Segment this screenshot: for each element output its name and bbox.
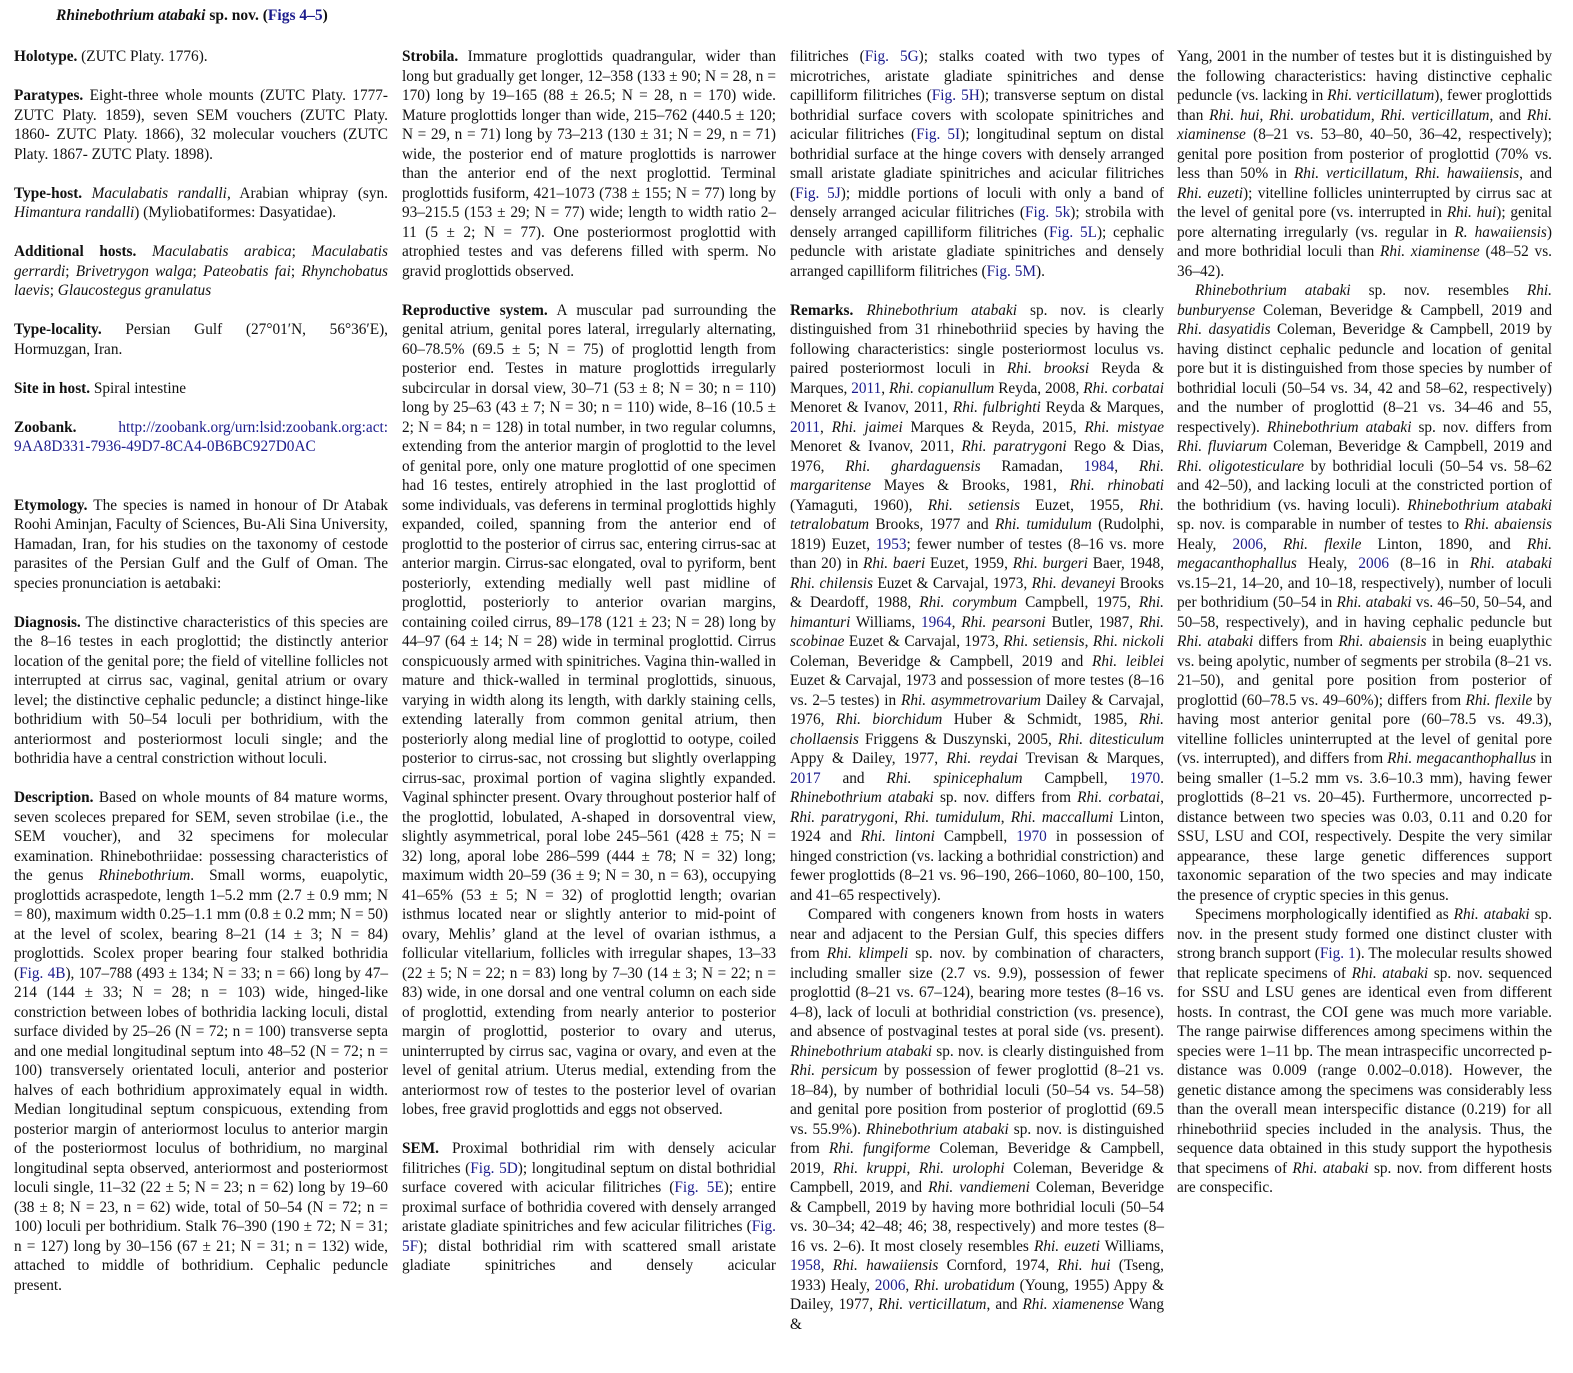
text-run: The distinctive characteristics of this species are the 8–16 testes in each proglottid; the distinctly anterior location of the genital pore; the field of vitelline follicles not interrupted at cirrus sac, vaginal, genital atrium or ovary level; the distinctive cephalic peduncle; a distinct hinge-like bothridium with 50–54 loculi per bothridium, with the anteriormost and posteriormost loculi single; and the bothridia have a central constriction without loculi. [14,613,388,767]
reference-link[interactable]: 2017 [790,769,821,787]
reference-link[interactable]: 2006 [1232,535,1264,553]
paragraph-text [402,48,776,280]
italic-taxon-name: Rhinebothrium atabaki [56,7,206,24]
paragraph-text [14,789,388,1294]
reference-link[interactable]: Fig. 5H [931,87,980,104]
reference-link[interactable]: Fig. 5E [674,1179,724,1196]
text-run: , [1259,106,1270,124]
italic-taxon-name: Rhi. corbatai [1083,379,1164,397]
italic-taxon-name: Rhi. kruppi [832,1159,907,1177]
zoobank-heading: Zoobank. [14,418,77,436]
italic-taxon-name: Rhi. xiaminense [1177,106,1552,143]
italic-taxon-name: Rhi. tetralobatum [790,496,1164,533]
text-run: Compared with congeners known from hosts in waters near and adjacent to the Persian Gulf, this species differs from [790,906,1164,962]
text-run: ) (Myliobatiformes: Dasyatidae). [134,204,337,221]
text-run: , [894,808,905,826]
italic-taxon-name: Rhi. urolophi [918,1159,1005,1177]
text-run: (ZUTC Platy. 1776). [81,48,208,65]
italic-taxon-name: Rhi. scobinae [790,613,1165,650]
italic-taxon-name: Rhi. pearsoni [961,613,1046,631]
text-run: Coleman, Beveridge & Campbell, 2019 and [1267,438,1552,455]
italic-taxon-name: Rhi. nickoli [1092,633,1164,650]
italic-taxon-name: Rhi. baeri [863,555,926,572]
resemblance-paragraph [1177,281,1552,905]
italic-taxon-name: Rhinebothrium atabaki [1407,496,1553,514]
reproductive-system-paragraph [402,301,776,1120]
text-run: Baer, 1948, [1087,555,1165,572]
paragraph-text [790,302,1164,904]
italic-taxon-name: Rhi. oligotesticulare [1177,457,1305,475]
paratypes-heading: Paratypes. [14,87,84,104]
italic-taxon-name: Rhi. ghardaguensis [845,457,981,475]
text-run: Linton, 1924 and [790,808,1164,845]
etymology-heading: Etymology. [14,496,88,514]
text-run: , [1084,633,1093,650]
text-run: , [820,1257,833,1274]
text-run: ; [290,262,302,280]
text-run: , [906,1159,919,1177]
text-run: (Rudolphi, 1819) Euzet, [790,516,1165,553]
text-run: . [1160,769,1164,787]
text-run: Mayes & Brooks, 1981, [871,477,1070,494]
type-host-heading: Type-host. [14,184,83,202]
text-run: ) [322,7,328,24]
italic-taxon-name: Rhi. spinicephalum [886,769,1023,787]
text-run: Huber & Schmidt, 1985, [942,711,1139,728]
text-run: ); genital pore alternating irregularly (vs. regular in [1177,204,1552,241]
reference-link[interactable]: 1984 [1083,457,1115,475]
italic-taxon-name: Rhi. hawaiiensis [832,1257,939,1274]
text-run: , [1263,535,1283,553]
italic-taxon-name: Rhi. biorchidum [835,711,943,728]
text-run: Spiral intestine [93,379,187,397]
italic-taxon-name: Rhi. devaneyi [1031,574,1116,592]
text-run: Coleman, Beveridge & Campbell, 2019 and [1255,301,1552,319]
sem-paragraph-continued [790,47,1164,281]
text-run: Euzet, 1955, [1020,496,1139,514]
text-run: sp. nov. resembles [1350,282,1527,299]
type-host-paragraph [14,184,388,223]
text-run: Coleman, Beveridge & Campbell, 2019 by having more bothridial loculi (50–54 vs. 30–34; 42–48; 46; 38, respectively) and more testes (8–16 vs. 2–6). It most closely resembles [790,1179,1165,1255]
column-4 [1177,47,1552,1198]
italic-taxon-name: Rhi. dasyatidis [1177,321,1271,338]
text-run: , [820,418,832,436]
italic-taxon-name: Rhinebothrium atabaki [1195,282,1351,299]
italic-taxon-name: Rhi. chilensis [790,574,873,592]
text-run: ), 107–788 (493 ± 134; N = 33; n = 66) long by 47–214 (144 ± 33; N = 28; n = 103) wide, hinged-like constriction between lobes of bothridia lacking loculi, distal surface divided by 25–26 (N = 72; n = 100) transverse septa and one medial longitudinal septum into 48–52 (N = 72; n = 100) transversely orientated loculi, anterior and posterior halves of each bothridium approximately equal in width. Median longitudinal septum conspicuous, extending from posterior margin of anteriormost loculus to anterior margin of the posteriormost loculus of bothridium, no marginal longitudinal septa observed, anteriormost and posteriormost loculi single, 11–32 (22 ± 5; N = 23; n = 62) long by 19–60 (38 ± 8; N = 23, n = 62) wide, total of 50–54 (N = 72; n = 100) loculi per bothridium. Stalk 76–390 (190 ± 72; N = 31; n = 127) long by 30–156 (67 ± 21; N = 31; n = 132) wide, attached to middle of bothridium. Cephalic peduncle present. [14,964,388,1294]
text-run: Coleman, Beveridge & Campbell, 2019, and [790,1159,1164,1196]
italic-taxon-name: Rhi. setiensis [1003,633,1085,650]
zoobank-paragraph [14,418,388,457]
text-run: ); strobila with densely arranged capilliform filitriches ( [790,204,1164,241]
italic-taxon-name: Himantura randalli [14,204,135,221]
text-run: , [1404,165,1415,182]
text-run: by possession of fewer proglottid (8–21 vs. 18–84), by number of bothridial loculi (50–54 vs. 54–58) and genital pore position from posterior of proglottid (69.5 vs. 55.9%). [790,1062,1164,1138]
paragraph-text [1177,48,1552,280]
italic-taxon-name: Maculabatis randalli [91,184,227,202]
italic-taxon-name: Rhi. brooksi [1006,360,1090,377]
italic-taxon-name: Rhi. atabaki [1177,633,1254,650]
italic-taxon-name: Rhi. maccallumi [1010,808,1114,826]
text-run: Euzet & Carvajal, 1973 and possession of more testes (8–16 vs. 2–5 testes) in [790,672,1164,709]
text-run: , [881,379,889,397]
holotype-heading: Holotype. [14,48,78,65]
italic-taxon-name: Rhi. paratrygoni [961,438,1067,455]
reference-link[interactable]: 2006 [874,1276,906,1294]
strobila-paragraph [402,47,776,281]
text-run: Dailey & Carvajal, 1976, [790,691,1164,728]
italic-taxon-name: Glaucostegus granulatus [57,282,212,299]
reference-link[interactable]: Fig. 5M [986,262,1036,280]
reference-link[interactable]: Fig. 5J [795,184,841,202]
text-run: Reyda & Marques, [790,360,1164,397]
reference-link[interactable]: 1970 [1129,769,1161,787]
text-run: Williams, [850,613,921,631]
text-run: Appy & Dailey, 1977, [790,750,947,767]
text-run: ); middle portions of loculi with only a band of densely arranged acicular filitriches ( [790,184,1165,221]
text-run: Friggens & Duszynski, 2005, [858,730,1058,748]
text-run: Based on whole mounts of 84 mature worms, seven scoleces prepared for SEM, seven strobilae (i.e., the SEM voucher), and 32 specimens for molecular examination. Rhinebothriidae: possessing characteristics of the genus [14,789,388,884]
italic-taxon-name: Rhinebothrium atabaki [866,301,1017,319]
text-run: sp. nov. is clearly distinguished from [931,1042,1165,1060]
reference-link[interactable]: 1953 [875,535,907,553]
text-run: Euzet & Carvajal, 1973, [844,633,1004,650]
text-run: The species is named in honour of Dr Atabak Roohi Aminjan, Faculty of Sciences, Bu-Ali Sina University, Hamadan, Iran, for his studies on the taxonomy of cestode parasites of the Persian Gulf and the Gulf of Oman. The species pronunciation is aetɑbaki: [14,496,388,592]
text-run: sp. nov. ( [205,7,268,24]
italic-taxon-name: Rhi. reydai [946,750,1018,767]
text-run: Campbell, [934,828,1017,845]
text-run: , [1160,789,1164,806]
text-run: in being euaplythic vs. being apolytic, number of segments per strobila (8–21 vs. 21–50), and genital pore position from posterior of proglottid (60–78.5 vs. 49–60%); differs from [1177,633,1552,709]
italic-taxon-name: Rhi. tumidulum [995,516,1092,533]
type-locality-heading: Type-locality. [14,321,102,338]
reference-link[interactable]: 2011 [790,418,821,436]
italic-taxon-name: Rhinebothrium atabaki [790,789,934,806]
column-1 [14,47,388,1295]
reference-link[interactable]: Fig. 5D [470,1159,518,1177]
italic-taxon-name: Rhi. setiensis [927,496,1020,514]
italic-taxon-name: Rhi. urobatidum [1269,106,1371,124]
text-run: ). [1035,262,1045,280]
text-run: Coleman, Beveridge & Campbell, 2019 by having distinct cephalic peduncle and location of genital pore but it is distinguished from those species by number of bothridial loculi (50–54 vs. 34, 42 and 58–62, respectively) and the number of proglottid (8–21 vs. 34–46 and 55, respectively). [1177,321,1553,436]
text-run: Brooks, 1977 and [869,516,995,533]
text-run: Wang & [790,1296,1165,1333]
etymology-paragraph [14,496,388,594]
italic-taxon-name: Rhi. bunburyense [1177,282,1552,319]
text-run: ; [65,262,76,280]
italic-taxon-name: Rhi. flexile [1282,535,1362,553]
text-run: Reyda, 2008, [994,379,1084,397]
italic-taxon-name: Rhinebothrium atabaki [1266,418,1412,436]
text-run: , and [1489,106,1527,124]
text-run: Trevisan & Marques, [1017,750,1164,767]
text-run: ); cephalic peduncle with aristate gladiate spinitriches and densely arranged capilliform filitriches ( [790,223,1164,280]
text-run: in possession of hinged constriction (vs. lacking a bothridial constriction) and fewer proglottids (8–21 vs. 96–190, 266–1060, 80–100, 150, and 41–65 respectively). [790,828,1165,904]
paragraph-text [1177,906,1552,1196]
italic-taxon-name: Pateobatis fai [203,262,291,280]
text-run: by having most anterior genital pore (60–78.5 vs. 49.3), vitelline follicles uninterrupted at the level of genital pore (vs. interrupted), and differs from [1177,691,1552,767]
paragraph-text [790,906,1164,1333]
text-run: and [820,769,887,787]
text-run: . Small worms, euapolytic, proglottids acraspedote, length 1–5.2 mm (2.7 ± 0.9 mm; N = 80), maximum width 0.25–1.1 mm (0.8 ± 0.2 mm; N = 50) at the level of scolex, bearing 8–21 (14 ± 3; N = 84) proglottids. Scolex proper bearing four stalked bothridia ( [14,867,388,982]
text-run: ); distal bothridial rim with scattered small aristate gladiate spinitriches and densely acicular [402,1237,776,1274]
text-run: Eight-three whole mounts (ZUTC Platy. 1777- ZUTC Platy. 1859), seven SEM vouchers (ZUTC Platy. 1860- ZUTC Platy. 1866), 32 molecular vouchers (ZUTC Platy. 1867- ZUTC Platy. 1898). [14,87,388,163]
italic-taxon-name: Rhinebothrium atabaki [790,1042,932,1060]
paragraph-text [94,380,186,397]
italic-taxon-name: Rhi. tumidulum [904,808,1001,826]
text-run: differs from [1253,633,1339,650]
reference-link[interactable]: Figs 4–5 [267,7,323,24]
holotype-paragraph [14,47,388,67]
italic-taxon-name: Rhi. hui [1209,106,1260,124]
italic-taxon-name: Rhi. atabaki [1351,964,1429,982]
italic-taxon-name: Rhi. verticillatum [1327,87,1435,104]
reference-link[interactable]: 1964 [920,613,952,631]
reference-link[interactable]: http://zoobank.org/urn:lsid:zoobank.org:act: 9AA8D331-7936-49D7-8CA4-0B6BC927D0AC [14,418,388,455]
text-run: in being smaller (1–5.2 mm vs. 3.6–10.3 mm), having fewer proglottids (8–21 vs. 20–45). Furthermore, uncorrected p-distance between two species was 0.03, 0.11 and 0.20 for SSU, LSU and COI, respectively. Despite the very similar appearance, these large genetic differences support taxonomic separation of the two species and may indicate the presence of cryptic species in this genus. [1177,750,1552,904]
italic-taxon-name: R. hawaiiensis [1454,223,1547,241]
text-run: , [905,1276,915,1294]
italic-taxon-name: Rhi. klimpeli [826,945,909,962]
column-3 [790,47,1164,1334]
paragraph-text [81,48,207,65]
text-run: ; [192,262,203,280]
text-run: Healy, [1177,535,1233,553]
text-run: Rego & Dias, 1976, [790,438,1164,475]
italic-taxon-name: Rhi. euzeti [1034,1237,1100,1255]
italic-taxon-name: Rhi. persicum [790,1062,878,1079]
sem-paragraph [402,1139,776,1276]
site-in-host-paragraph [14,379,388,399]
remarks-paragraph [790,301,1164,906]
italic-taxon-name: Rhi. atabaki [1292,1159,1369,1177]
text-run: ); longitudinal septum on distal bothridial surface covered with acicular filitriches ( [402,1159,776,1196]
text-run: Ramadan, [980,457,1084,475]
text-run: filitriches ( [790,48,865,65]
text-run: Marques & Reyda, 2015, [902,418,1085,436]
text-run: ). The molecular results showed that replicate specimens of [1177,945,1553,982]
reference-link[interactable]: Fig. 1 [1319,945,1356,962]
italic-taxon-name: Rhi. chollaensis [790,711,1165,748]
text-run: ); stalks coated with two types of microtriches, aristate gladiate spinitriches and dense capilliform filitriches ( [790,48,1164,104]
italic-taxon-name: Rhi. asymmetrovarium [901,691,1041,709]
italic-taxon-name: Rhinebothrium atabaki [866,1120,1009,1138]
paragraph-text [790,48,1164,280]
text-run: (8–21 vs. 53–80, 40–50, 36–42, respectively); genital pore position from posterior of proglottid (70% vs. less than 50% in [1177,126,1552,182]
italic-taxon-name: Rhi. jaimei [831,418,903,436]
italic-taxon-name: Rhi. atabaki [1336,594,1412,611]
text-run: sp. nov. is comparable in number of testes to [1177,516,1465,533]
column-2 [402,47,776,1276]
text-run: sp. nov. is clearly distinguished from 31 rhinebothriid species by having the following characteristics: single posteriormost loculus vs. paired posteriormost loculi in [790,301,1165,377]
text-run: , Arabian whipray (syn. [226,184,388,202]
paragraph-text [1177,282,1552,904]
italic-taxon-name: Rhi. hui [1057,1257,1111,1274]
italic-taxon-name: Maculabatis arabica [151,243,292,260]
text-run: vs. 46–50, 50–54, and 50–58, respectively), and in having cephalic peduncle but [1177,594,1552,631]
italic-taxon-name: Rhi. verticillatum [878,1296,987,1313]
text-run: Campbell, [1022,769,1130,787]
paratypes-paragraph [14,86,388,164]
italic-taxon-name: Rhi. fluviarum [1177,438,1268,455]
text-run: Specimens morphologically identified as [1195,906,1454,923]
text-run: Reyda & Marques, [1040,399,1164,416]
text-run: ), fewer proglottids than [1177,87,1553,124]
text-run: Coleman, Beveridge & Campbell, 2019 and [790,652,1092,670]
italic-taxon-name: Rhi. margaritense [790,457,1164,494]
paragraph-text [56,7,328,24]
text-run: , and [986,1296,1023,1313]
text-run: sp. nov. from different hosts are conspecific. [1177,1159,1552,1196]
text-run: Williams, [1099,1237,1165,1255]
strobila-heading: Strobila. [402,48,459,65]
italic-taxon-name: Rhi. flexile [1465,691,1533,709]
text-run: , and [1519,165,1552,182]
text-run: ); transverse septum on distal bothridial surface covers with scolopate spinitriches and acicular filitriches ( [790,87,1164,143]
reference-link[interactable]: Fig. 5F [402,1218,776,1255]
reference-link[interactable]: 2006 [1358,555,1389,572]
text-run: sp. nov. differs from [933,789,1078,806]
reference-link[interactable]: 1958 [790,1257,821,1274]
text-run: Campbell, 1975, [1017,594,1139,611]
text-run: (Yamaguti, 1960), [790,496,928,514]
sem-heading: SEM. [402,1140,439,1157]
italic-taxon-name: Rhi. abaiensis [1464,516,1552,533]
text-run: , [1000,808,1011,826]
additional-hosts-heading: Additional hosts. [14,243,137,260]
text-run: (8–16 in [1389,555,1470,572]
text-run: , [951,613,962,631]
italic-taxon-name: Rhi. mistyae [1084,418,1164,436]
text-run: ); entire proximal surface of bothridia covered with densely arranged aristate gladiate spinitriches and few acicular filitriches ( [402,1179,776,1235]
text-run: Euzet, 1959, [925,555,1013,572]
italic-taxon-name: Maculabatis gerrardi [14,243,389,280]
italic-taxon-name: Rhi. vandiemeni [928,1179,1030,1196]
paragraph-text [402,302,776,1119]
italic-taxon-name: Rhi. megacanthophallus [1177,535,1552,572]
description-heading: Description. [14,789,94,806]
reference-link[interactable]: 1970 [1016,828,1047,845]
italic-taxon-name: Rhi. himanturi [790,594,1164,631]
text-run: Persian Gulf (27°01′N, 56°36′E), Hormuzgan, Iran. [14,321,388,358]
italic-taxon-name: Rhi. verticillatum [1293,165,1405,182]
italic-taxon-name: Rhi. ditesticulum [1057,730,1164,748]
text-run: Proximal bothridial rim with densely acicular filitriches ( [402,1140,776,1177]
italic-taxon-name: Rhi. xiamenense [1022,1296,1124,1313]
italic-taxon-name: Rhi. hui [1446,204,1497,221]
description-paragraph [14,788,388,1295]
italic-taxon-name: Rhi. fungiforme [828,1140,931,1157]
italic-taxon-name: Rhi. euzeti [1177,184,1244,202]
reference-link[interactable]: Fig. 5I [916,126,961,143]
remarks-heading: Remarks. [790,301,854,319]
reference-link[interactable]: Fig. 5G [864,48,919,65]
text-run: Butler, 1987, [1045,613,1139,631]
text-run: Healy, [1296,555,1359,572]
reference-link[interactable]: Fig. 5L [1048,223,1097,241]
italic-taxon-name: Rhi. corbatai [1077,789,1161,806]
paragraph-text [402,1140,776,1274]
text-run: Brooks & Deardoff, 1988, [790,574,1164,611]
text-run: (Young, 1955) Appy & Dailey, 1977, [790,1276,1164,1313]
text-run: sp. nov. sequenced for SSU and LSU genes are identical even from different hosts. In contrast, the COI gene was much more variable. The range pairwise differences among specimens within the species were 1–11 bp. The mean intraspecific uncorrected p-distance was 0.009 (range 0.002–0.018). However, the genetic distance among the specimens was considerably less than the overall mean interspecific distance (0.219) for all rhinebothriid species included in the analysis. Thus, the sequence data obtained in this study support the hypothesis that specimens of [1177,964,1552,1177]
text-run: ); vitelline follicles uninterrupted by cirrus sac at the level of genital pore (vs. interrupted in [1177,184,1552,221]
text-run: sp. nov. by combination of characters, including smaller size (2.7 vs. 9.9), possession of fewer proglottid (8–21 vs. 67–124), bearing more testes (8–16 vs. 4–8), lack of loculi at bothridial constriction (vs. presence), and absence of postvaginal testes at poral side (vs. present). [790,945,1165,1040]
italic-taxon-name: Rhi. verticillatum [1380,106,1490,124]
type-locality-paragraph [14,320,388,359]
text-run: (Tseng, 1933) Healy, [790,1257,1164,1294]
comparison-paragraph [790,905,1164,1334]
text-run: ; [49,282,58,299]
italic-taxon-name: Rhi. abaiensis [1338,633,1427,650]
italic-taxon-name: Rhi. hawaiiensis [1414,165,1520,182]
italic-taxon-name: Brivetrygon walga [75,262,193,280]
text-run: sp. nov. in the present study formed one distinct cluster with strong branch support ( [1177,906,1553,962]
text-run: vs.15–21, 14–20, and 10–18, respectively), number of loculi per bothridium (50–54 in [1177,574,1552,611]
text-run: sp. nov. differs from [1411,418,1552,436]
section-title [56,7,328,25]
text-run: Menoret & Ivanov, 2011, [790,399,953,416]
text-run: Euzet & Carvajal, 1973, [872,574,1032,592]
diagnosis-heading: Diagnosis. [14,613,81,631]
text-run: Yang, 2001 in the number of testes but it is distinguished by the following characteristics: having distinctive cephalic peduncle (vs. lacking in [1177,48,1552,104]
reproductive-system-heading: Reproductive system. [402,301,548,319]
text-run: ) and more bothridial loculi than [1177,223,1552,260]
italic-taxon-name: Rhynchobatus laevis [14,262,388,299]
italic-taxon-name: Rhi. urobatidum [914,1276,1015,1294]
text-run: ; [291,243,312,260]
italic-taxon-name: Rhinebothrium [98,867,191,884]
site-in-host-heading: Site in host. [14,379,91,397]
text-run: (48–52 vs. 36–42). [1177,243,1552,280]
text-run: ); longitudinal septum on distal bothridial surface at the hinge covers with densely arranged small aristate gladiate spinitriches and acicular filitriches ( [790,126,1165,202]
italic-taxon-name: Rhi. megacanthophallus [1387,750,1537,767]
text-run: Menoret & Ivanov, 2011, [790,438,962,455]
text-run: Immature proglottids quadrangular, wider than long but gradually get longer, 12–358 (133 ± 90; N = 28, n = 170) long by 19–165 (88 ± 26.5; N = 28, n = 170) wide. Mature proglottids longer than wide, 215–762 (440.5 ± 120; N = 29, n = 71) long by 73–213 (130 ± 31; N = 29, n = 71) wide, the posterior end of mature proglottids is narrower than the anterior end of the next proglottid. Terminal proglottids fusiform, 421–1073 (738 ± 155; N = 77) long by 93–215.5 (153 ± 29; N = 77) wide; length to width ratio 2–11 (5 ± 2; N = 77). One posteriormost proglottid with atrophied testes and vas deferens filled with sperm. No gravid proglottids observed. [402,48,776,280]
reference-link[interactable]: Fig. 5k [1025,204,1071,221]
italic-taxon-name: Rhi. rhinobati [1069,477,1164,494]
paragraph-text [14,614,388,768]
italic-taxon-name: Rhi. lintoni [860,828,935,845]
text-run: by bothridial loculi (50–54 vs. 58–62 and 42–50), and lacking loculi at the constricted portion of the bothridium (vs. having loculi). [1177,457,1553,514]
reference-link[interactable]: Fig. 4B [19,964,66,982]
diagnosis-paragraph [14,613,388,769]
text-run: A muscular pad surrounding the genital atrium, genital pores lateral, irregularly alternating, 60–78.5% (69.5 ± 5; N = 75) of proglottid length from posterior end. Testes in mature proglottids irregularly subcircular in dorsal view, 30–71 (53 ± 8; N = 30; n = 110) long by 25–63 (43 ± 7; N = 30; n = 110) wide, 8–16 (10.5 ± 2; N = 84; n = 128) in total number, in two regular columns, extending from the anterior margin of proglottid to the level of genital pore, only one mature proglottid of one specimen had 16 testes, entirely atrophied in the last proglottid of some individuals, vas deferens in terminal proglottids highly expanded, coiled, spanning from the anterior end of proglottid to the posterior of cirrus sac, entering cirrus-sac at anterior margin. Cirrus-sac elongated, oval to pyriform, bent posteriorly, extending medially well past midline of proglottid, posteriorly to anterior ovarian margins, containing coiled cirrus, 89–178 (121 ± 23; N = 28) long by 44–97 (64 ± 14; N = 28) wide in terminal proglottid. Cirrus conspicuously armed with spinitriches. Vagina thin-walled in mature and thick-walled in terminal proglottids, sinuous, varying in width along its length, with darkly staining cells, extending laterally from common genital atrium, then posteriorly along medial line of proglottid to ootype, coiled posterior to cirrus-sac, not crossing but slightly overlapping cirrus-sac, proximal portion of vagina slightly expanded. Vaginal sphincter present. Ovary throughout posterior half of the proglottid, lobulated, A-shaped in dorsoventral view, slightly asymmetrical, poral lobe 245–561 (428 ± 75; N = 32) long, aporal lobe 286–599 (444 ± 78; N = 32) long; maximum width 20–59 (36 ± 9; N = 30, n = 63), occupying 41–65% (53 ± 5; N = 32) of proglottid length; ovarian isthmus located near or slightly anterior to mid-point of ovary, Mehlis’ gland at the level of ovarian isthmus, a follicular vitellarium, follicles with irregular shapes, 13–33 (22 ± 5; N = 22; n = 83) long by 7–30 (14 ± 3; N = 22; n = 83) wide, in one dorsal and one ventral column on each side of proglottid, extending from nearly anterior to posterior margin of proglottid, posterior to ovary and uterus, uninterrupted by cirrus sac, vagina or ovary, and even at the level of genital atrium. Uterus medial, extending from the anteriormost row of testes to the posterior level of ovarian lobes, free gravid proglottids and eggs not observed. [402,301,777,1118]
italic-taxon-name: Rhi. fulbrighti [952,399,1041,416]
molecular-paragraph [1177,905,1552,1198]
italic-taxon-name: Rhi. atabaki [1469,555,1552,572]
italic-taxon-name: Rhi. atabaki [1453,906,1530,923]
text-run: Cornford, 1974, [938,1257,1058,1274]
text-run: Linton, 1890, and [1361,535,1527,553]
italic-taxon-name: Rhi. xiaminense [1380,243,1480,260]
additional-hosts-paragraph [14,242,388,301]
text-run: , [1114,457,1139,475]
text-run: ; fewer number of testes (8–16 vs. more than 20) in [790,535,1164,572]
italic-taxon-name: Rhi. corymbum [919,594,1017,611]
text-run: , [1370,106,1381,124]
italic-taxon-name: Rhi. paratrygoni [790,808,895,826]
comparison-paragraph-continued [1177,47,1552,281]
text-run: sp. nov. is distinguished from [790,1120,1164,1157]
italic-taxon-name: Rhi. leiblei [1092,652,1164,670]
text-run: Coleman, Beveridge & Campbell, 2019, [790,1140,1164,1177]
italic-taxon-name: Rhi. burgeri [1012,555,1088,572]
reference-link[interactable]: 2011 [851,379,882,397]
italic-taxon-name: Rhi. copianullum [888,379,995,397]
